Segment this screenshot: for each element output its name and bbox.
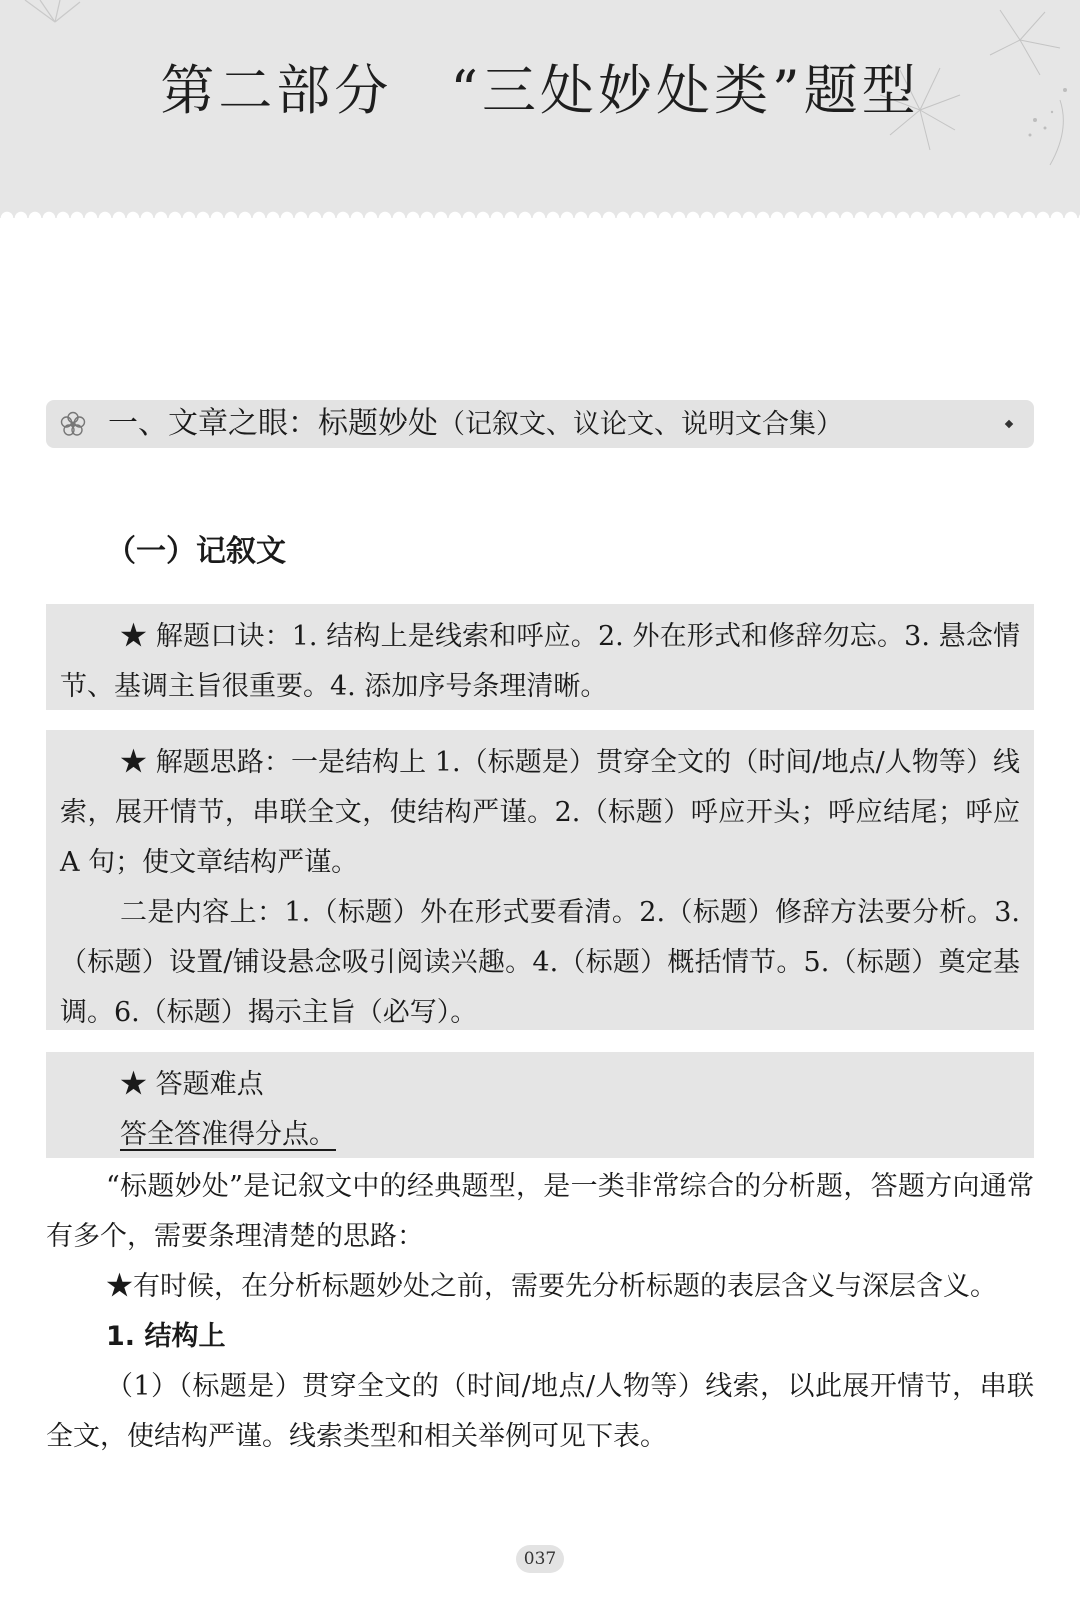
page-title: 第二部分 “三处妙处类”题型 <box>160 59 920 122</box>
structure-paragraph: （1）（标题是）贯穿全文的（时间/地点/人物等）线索，以此展开情节，串联全文，使结构严谨。线索类型和相关举例可见下表。 <box>46 1371 1034 1452</box>
intro-paragraph: “标题妙处”是记叙文中的经典题型，是一类非常综合的分析题，答题方向通常有多个，需要条理清楚的思路： <box>46 1171 1034 1252</box>
difficulty-line <box>60 1110 1020 1160</box>
narrative-subheading: （一）记叙文 <box>106 534 286 569</box>
dandelion-icon <box>20 0 90 30</box>
difficulty-text: 答全答准得分点。 <box>120 1119 336 1150</box>
section-title-sub: （记叙文、议论文、说明文合集） <box>438 409 843 440</box>
body-text <box>46 1162 1034 1462</box>
header-band <box>0 0 1080 218</box>
mnemonic-box <box>46 604 1034 710</box>
approach-structure-text: ★ 解题思路：一是结构上 1.（标题是）贯穿全文的（时间/地点/人物等）线索，展开情节，串联全文，使结构严谨。2.（标题）呼应开头；呼应结尾；呼应 A 句；使文章结构严谨。 <box>60 747 1020 878</box>
difficulty-title: ★ 答题难点 <box>120 1069 264 1100</box>
note-paragraph: ★有时候，在分析标题妙处之前，需要先分析标题的表层含义与深层含义。 <box>106 1271 997 1302</box>
approach-content-text: 二是内容上：1.（标题）外在形式要看清。2.（标题）修辞方法要分析。3.（标题）设置/铺设悬念吸引阅读兴趣。4.（标题）概括情节。5.（标题）奠定基调。6.（标题）揭示主旨（必写）。 <box>60 897 1020 1028</box>
structure-heading: 1. 结构上 <box>106 1321 226 1352</box>
diamond-icon <box>1005 420 1013 428</box>
difficulty-box <box>46 1052 1034 1158</box>
mnemonic-text: ★ 解题口诀：1. 结构上是线索和呼应。2. 外在形式和修辞勿忘。3. 悬念情节、基调主旨很重要。4. 添加序号条理清晰。 <box>60 621 1020 702</box>
section-title <box>108 404 843 445</box>
page-number: 037 <box>516 1545 564 1573</box>
section-header <box>46 400 1034 448</box>
approach-box <box>46 730 1034 1030</box>
flower-icon <box>60 411 86 437</box>
section-title-main: 一、文章之眼：标题妙处 <box>108 406 438 441</box>
